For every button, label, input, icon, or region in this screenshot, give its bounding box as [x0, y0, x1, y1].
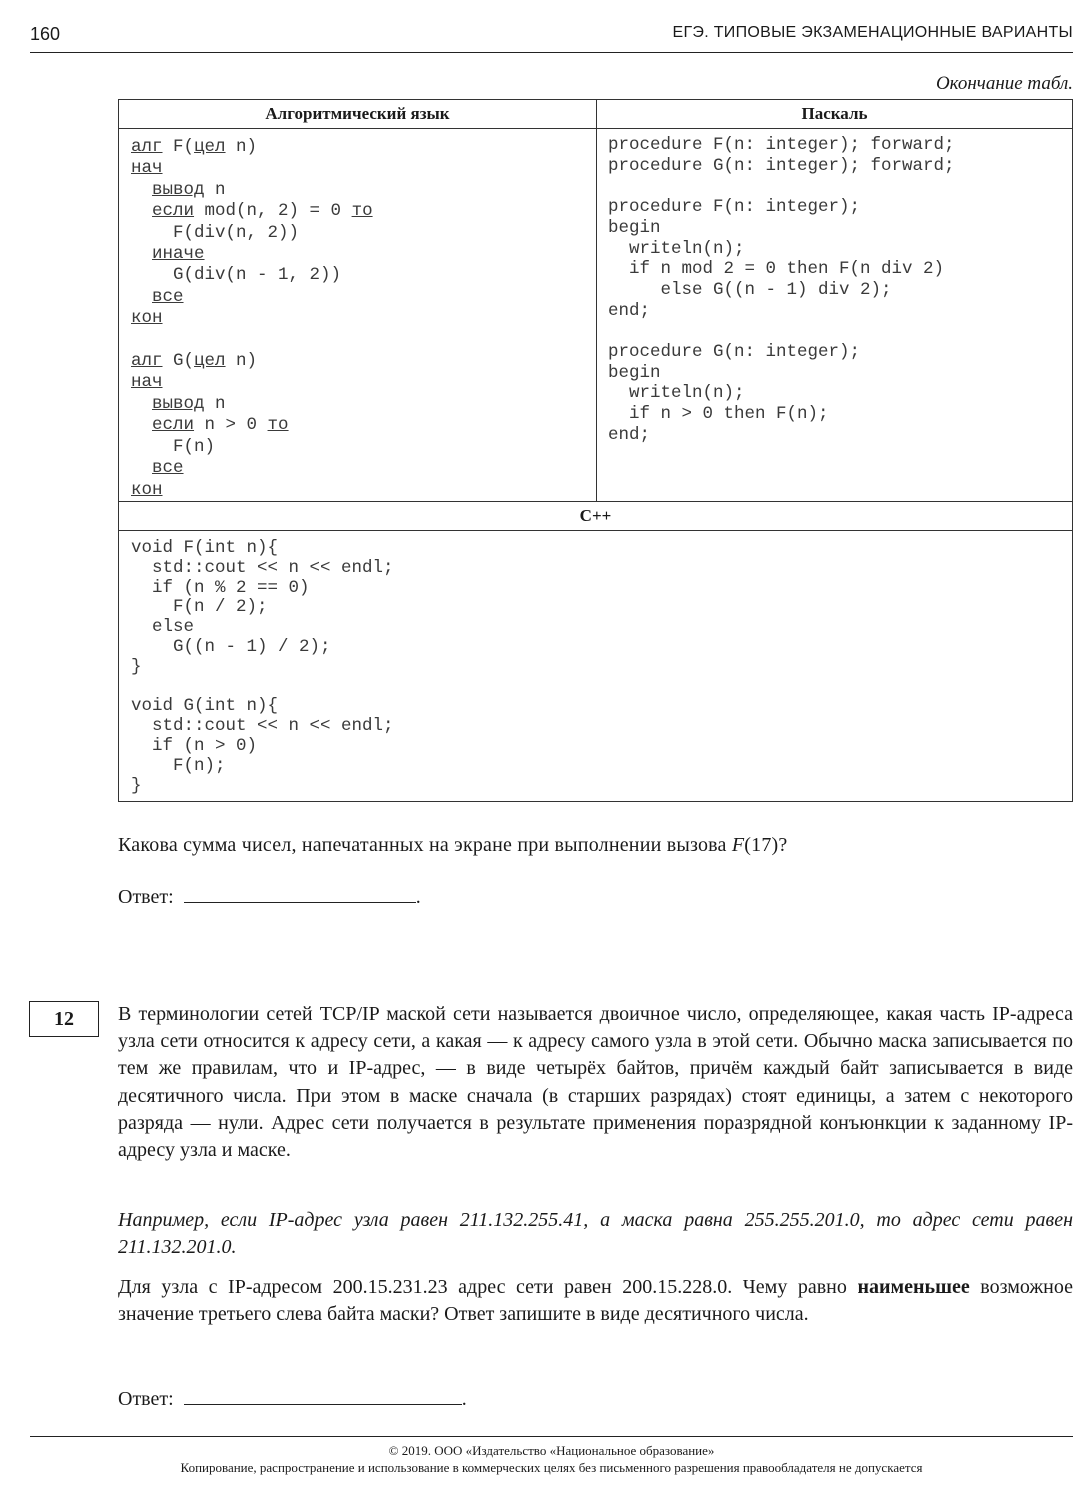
code-text: n: [204, 179, 226, 200]
function-name: F: [731, 834, 745, 856]
keyword: иначе: [152, 244, 205, 265]
keyword: кон: [131, 308, 163, 329]
keyword: нач: [131, 158, 163, 179]
cell-algorithmic: [119, 129, 597, 502]
answer-label: Ответ:: [118, 1388, 174, 1410]
col-header-algorithmic: Алгоритмический язык: [119, 100, 597, 129]
col-header-cpp: C++: [119, 502, 1073, 531]
keyword: кон: [131, 479, 163, 500]
code-text: G(: [162, 351, 195, 372]
code-text: n): [225, 351, 258, 372]
code-text: F(: [162, 137, 195, 157]
answer-field[interactable]: [184, 884, 416, 903]
pascal-code: procedure F(n: integer); forward; procedure G(n: integer); forward; procedure F(n: integer); begin writeln(n); if n mod 2 = 0 then F(n div 2) else G((n - 1) div 2); end; procedure G(n: integer); begin writeln(n); if n > 0 then F(n); end;: [608, 135, 955, 445]
keyword: алг: [131, 137, 163, 157]
footer-notice: Копирование, распространение и использование в коммерческих целях без письменного разрешения правообладателя не допускается: [180, 1460, 923, 1475]
footer-divider: [30, 1436, 1073, 1437]
code-text: [131, 415, 152, 435]
keyword: если: [152, 201, 195, 222]
footer-copyright: © 2019. ООО «Издательство «Национальное образование»: [388, 1443, 715, 1458]
keyword: цел: [194, 137, 226, 157]
answer-field[interactable]: [184, 1386, 462, 1405]
code-text: [131, 201, 152, 221]
task-number-box: 12: [29, 1001, 99, 1037]
table-caption: Окончание табл.: [935, 73, 1073, 94]
keyword: то: [267, 415, 289, 436]
task11-question: Какова сумма чисел, напечатанных на экране при выполнении вызова F(17)?: [118, 834, 788, 856]
code-text: [131, 394, 152, 414]
code-text: [131, 180, 152, 200]
keyword: то: [351, 201, 373, 222]
code-text: mod(n, 2) = 0: [194, 201, 352, 222]
code-text: n): [225, 137, 258, 157]
page-number: 160: [30, 24, 61, 44]
keyword: алг: [131, 351, 163, 372]
cell-cpp: [119, 531, 1073, 802]
keyword: цел: [194, 351, 226, 372]
algorithmic-code: [119, 129, 596, 501]
page-header: [30, 18, 1073, 53]
cell-pascal: [597, 129, 1073, 502]
emphasis: наименьшее: [857, 1276, 970, 1298]
task12-answer: Ответ: .: [118, 1388, 467, 1410]
code-text: F(n): [131, 436, 216, 457]
keyword: вывод: [152, 393, 205, 414]
keyword: вывод: [152, 179, 205, 200]
task12-example: Например, если IP-адрес узла равен 211.132.255.41, а маска равна 255.255.201.0, то адрес сети равен 211.132.201.0.: [118, 1209, 1073, 1259]
task12-paragraph: В терминологии сетей TCP/IP маской сети называется двоичное число, определяющее, какая часть IP-адреса узла сети относится к адресу сети, а какая — к адресу самого узла в этой сети. Обычно маска записывается по тем же правилам, что и IP-адрес, — в виде четырёх байтов, причём каждый байт записывается в виде десятичного числа. При этом в маске сначала (в старших разрядах) стоят единицы, а затем с некоторого разряда — нули. Адрес сети получается в результате применения поразрядной конъюнкции к заданному IP-адресу узла и маске.: [118, 1003, 1073, 1162]
code-text: [131, 287, 152, 307]
keyword: нач: [131, 372, 163, 393]
code-text: n: [204, 393, 226, 414]
task12-question: Для узла с IP-адресом 200.15.231.23 адрес сети равен 200.15.228.0. Чему равно наименьшее возможное значение третьего слева байта маски? Ответ запишите в виде десятичного числа.: [118, 1276, 1073, 1326]
task11-answer: Ответ: .: [118, 886, 421, 908]
code-table: [118, 99, 1073, 802]
code-text: n > 0: [194, 415, 268, 436]
cpp-code: void F(int n){ std::cout << n << endl; if (n % 2 == 0) F(n / 2); else G((n - 1) / 2); } void G(int n){ std::cout << n << endl; if (n > 0) F(n); }: [131, 538, 394, 796]
col-header-pascal: Паскаль: [597, 100, 1073, 129]
code-text: G(div(n - 1, 2)): [131, 265, 342, 286]
code-text: [131, 244, 152, 264]
running-title: ЕГЭ. ТИПОВЫЕ ЭКЗАМЕНАЦИОННЫЕ ВАРИАНТЫ: [672, 24, 1073, 41]
keyword: все: [152, 286, 184, 307]
answer-label: Ответ:: [118, 886, 174, 908]
code-text: [131, 458, 152, 478]
code-text: F(div(n, 2)): [131, 222, 300, 243]
keyword: если: [152, 415, 195, 436]
keyword: все: [152, 458, 184, 479]
